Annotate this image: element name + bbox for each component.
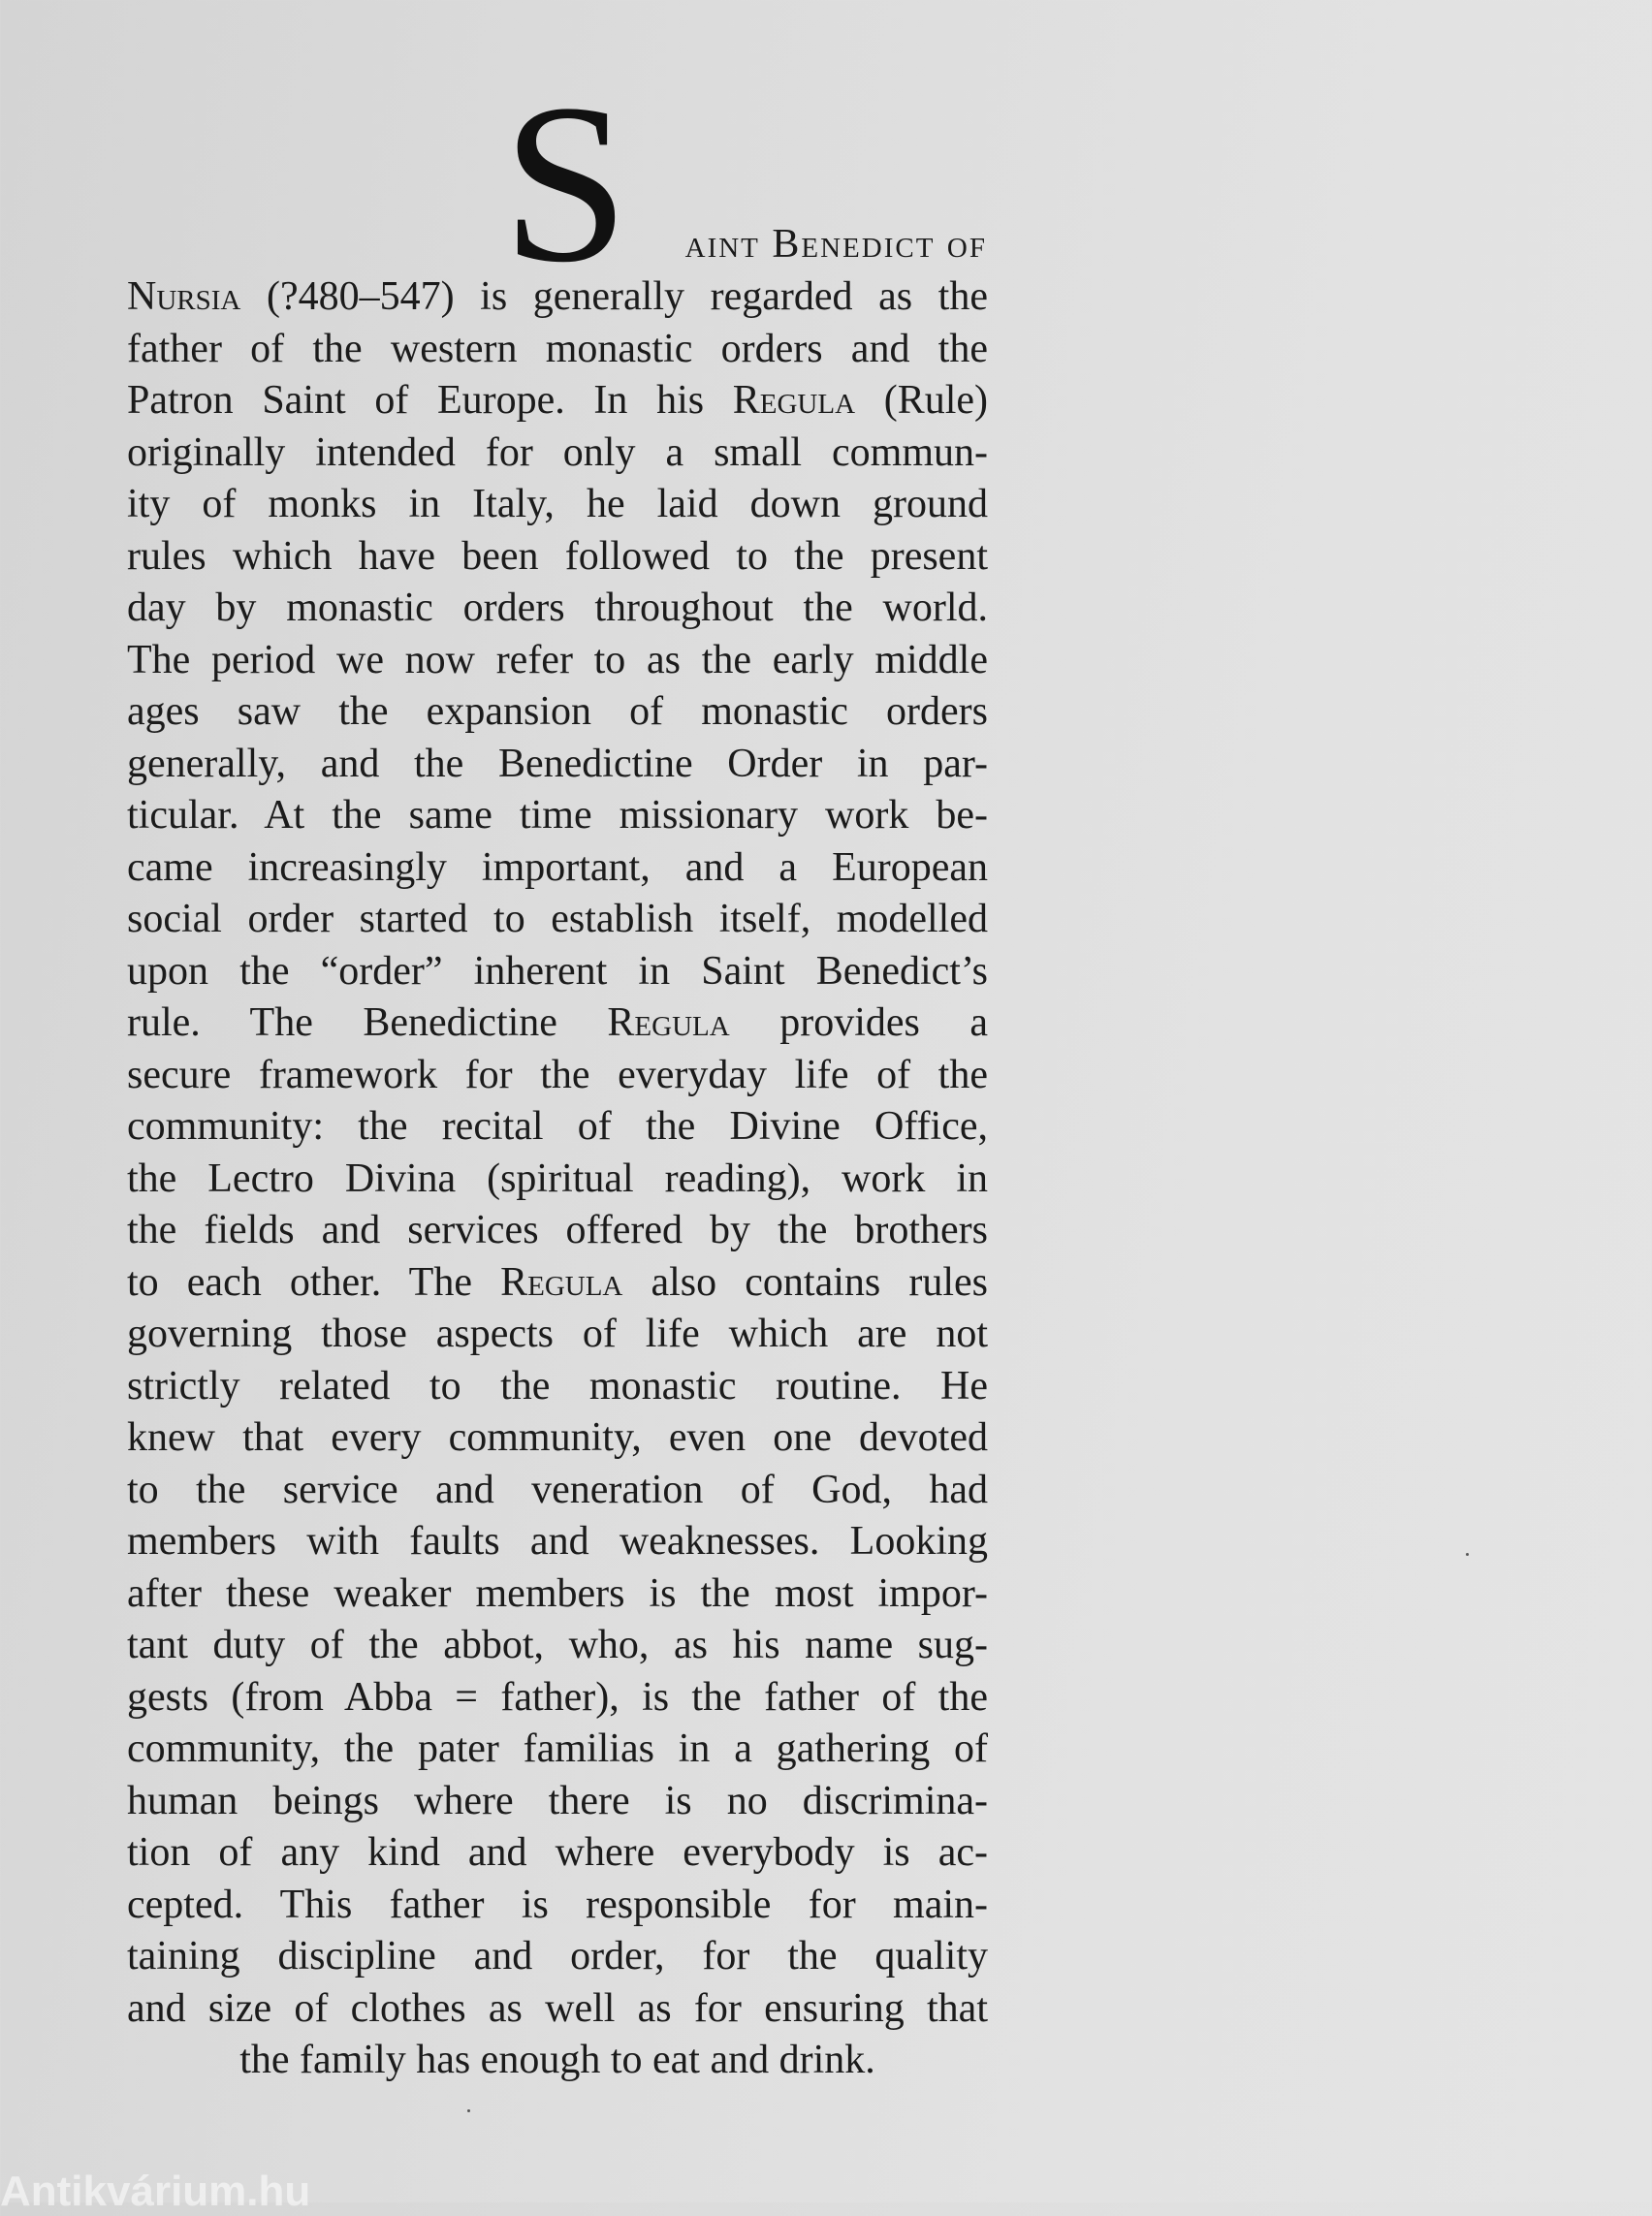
text-run: human beings where there is no discrimina- — [127, 1778, 988, 1823]
text-line — [127, 479, 988, 531]
text-run: father of the western monastic orders and the — [127, 326, 988, 371]
text-line — [127, 686, 988, 739]
text-run: social order started to establish itself, modelled — [127, 897, 988, 941]
text-run: and size of clothes as well as for ensuring that — [127, 1985, 988, 2031]
text-line — [127, 1465, 988, 1517]
text-line — [127, 1516, 988, 1568]
text-run: originally intended for only a small commun- — [127, 429, 988, 475]
speck — [1466, 1553, 1469, 1556]
text-run: the family has enough to eat and drink. — [239, 2038, 875, 2082]
text-run: the fields and services offered by the brothers — [127, 1208, 988, 1252]
text-run: The period we now refer to as the early middle — [127, 637, 988, 682]
small-caps-term: Nursia — [127, 274, 241, 319]
opening-line: aint Benedict of — [684, 222, 987, 267]
small-caps-term: Regula — [607, 1000, 730, 1045]
text-line — [127, 946, 988, 998]
text-line — [127, 1776, 988, 1828]
text-line — [127, 997, 988, 1050]
text-line — [127, 739, 988, 791]
text-run: (Rule) — [855, 378, 989, 423]
text-run: Patron Saint of Europe. In his — [127, 378, 733, 423]
text-run: tant duty of the abbot, who, as his name sug- — [127, 1623, 988, 1667]
text-line — [127, 375, 988, 427]
text-run: community: the recital of the Divine Office, — [127, 1104, 988, 1149]
text-run: came increasingly important, and a European — [127, 844, 988, 890]
text-line — [127, 1050, 988, 1102]
text-line — [127, 427, 988, 480]
text-line — [127, 842, 988, 895]
text-run: rule. The Benedictine — [127, 1000, 608, 1045]
text-line — [127, 1880, 988, 1932]
text-run: (?480–547) is generally regarded as the — [240, 274, 988, 319]
text-line — [127, 2035, 988, 2087]
text-line — [127, 1672, 988, 1725]
text-line — [127, 635, 988, 687]
text-run: upon the “order” inherent in Saint Benedict’s — [127, 948, 988, 994]
text-line — [127, 271, 988, 324]
text-run: rules which have been followed to the present — [127, 533, 988, 579]
text-run: strictly related to the monastic routine. He — [127, 1363, 988, 1409]
text-run: cepted. This father is responsible for main- — [127, 1882, 988, 1927]
text-line — [127, 1412, 988, 1465]
text-run: knew that every community, even one devoted — [127, 1415, 988, 1460]
text-run: community, the pater familias in a gathering of — [127, 1726, 988, 1771]
text-run: members with faults and weaknesses. Looking — [127, 1519, 988, 1564]
text-line — [127, 324, 988, 376]
small-caps-term: Regula — [500, 1259, 623, 1305]
text-line — [127, 1101, 988, 1154]
watermark: Antikvárium.hu — [0, 2168, 311, 2215]
text-line — [127, 1931, 988, 1983]
text-run: ity of monks in Italy, he laid down ground — [127, 482, 988, 526]
text-run: day by monastic orders throughout the world. — [127, 586, 988, 630]
text-line — [127, 1154, 988, 1206]
text-line — [127, 894, 988, 946]
text-run: taining discipline and order, for the quality — [127, 1934, 988, 1979]
text-line — [127, 1568, 988, 1621]
small-caps-term: Regula — [732, 378, 856, 423]
text-run: governing those aspects of life which are not — [127, 1312, 988, 1356]
text-run: also contains rules — [622, 1259, 988, 1305]
text-run: the Lectro Divina (spiritual reading), work in — [127, 1155, 988, 1201]
text-line — [127, 1205, 988, 1257]
text-run: ages saw the expansion of monastic orders — [127, 689, 988, 734]
text-line — [127, 1620, 988, 1672]
text-line — [127, 583, 988, 635]
text-line — [127, 1983, 988, 2036]
text-line — [127, 531, 988, 584]
text-line — [127, 1309, 988, 1361]
speck — [467, 2109, 470, 2112]
text-run: provides a — [729, 1000, 988, 1045]
text-run: tion of any kind and where everybody is ac- — [127, 1830, 988, 1875]
text-line — [127, 1827, 988, 1880]
text-run: to each other. The — [127, 1259, 501, 1305]
text-run: after these weaker members is the most impor- — [127, 1570, 988, 1616]
drop-cap: S — [502, 57, 629, 309]
text-line — [127, 1257, 988, 1310]
text-run: generally, and the Benedictine Order in par- — [127, 741, 988, 786]
text-line — [127, 1361, 988, 1413]
text-run: ticular. At the same time missionary work be- — [127, 793, 988, 838]
body-paragraph — [127, 271, 988, 2087]
text-run: gests (from Abba = father), is the father of the — [127, 1674, 988, 1720]
text-run: to the service and veneration of God, had — [127, 1467, 988, 1512]
text-run: secure framework for the everyday life of the — [127, 1052, 988, 1097]
text-line — [127, 790, 988, 842]
text-line — [127, 1724, 988, 1776]
